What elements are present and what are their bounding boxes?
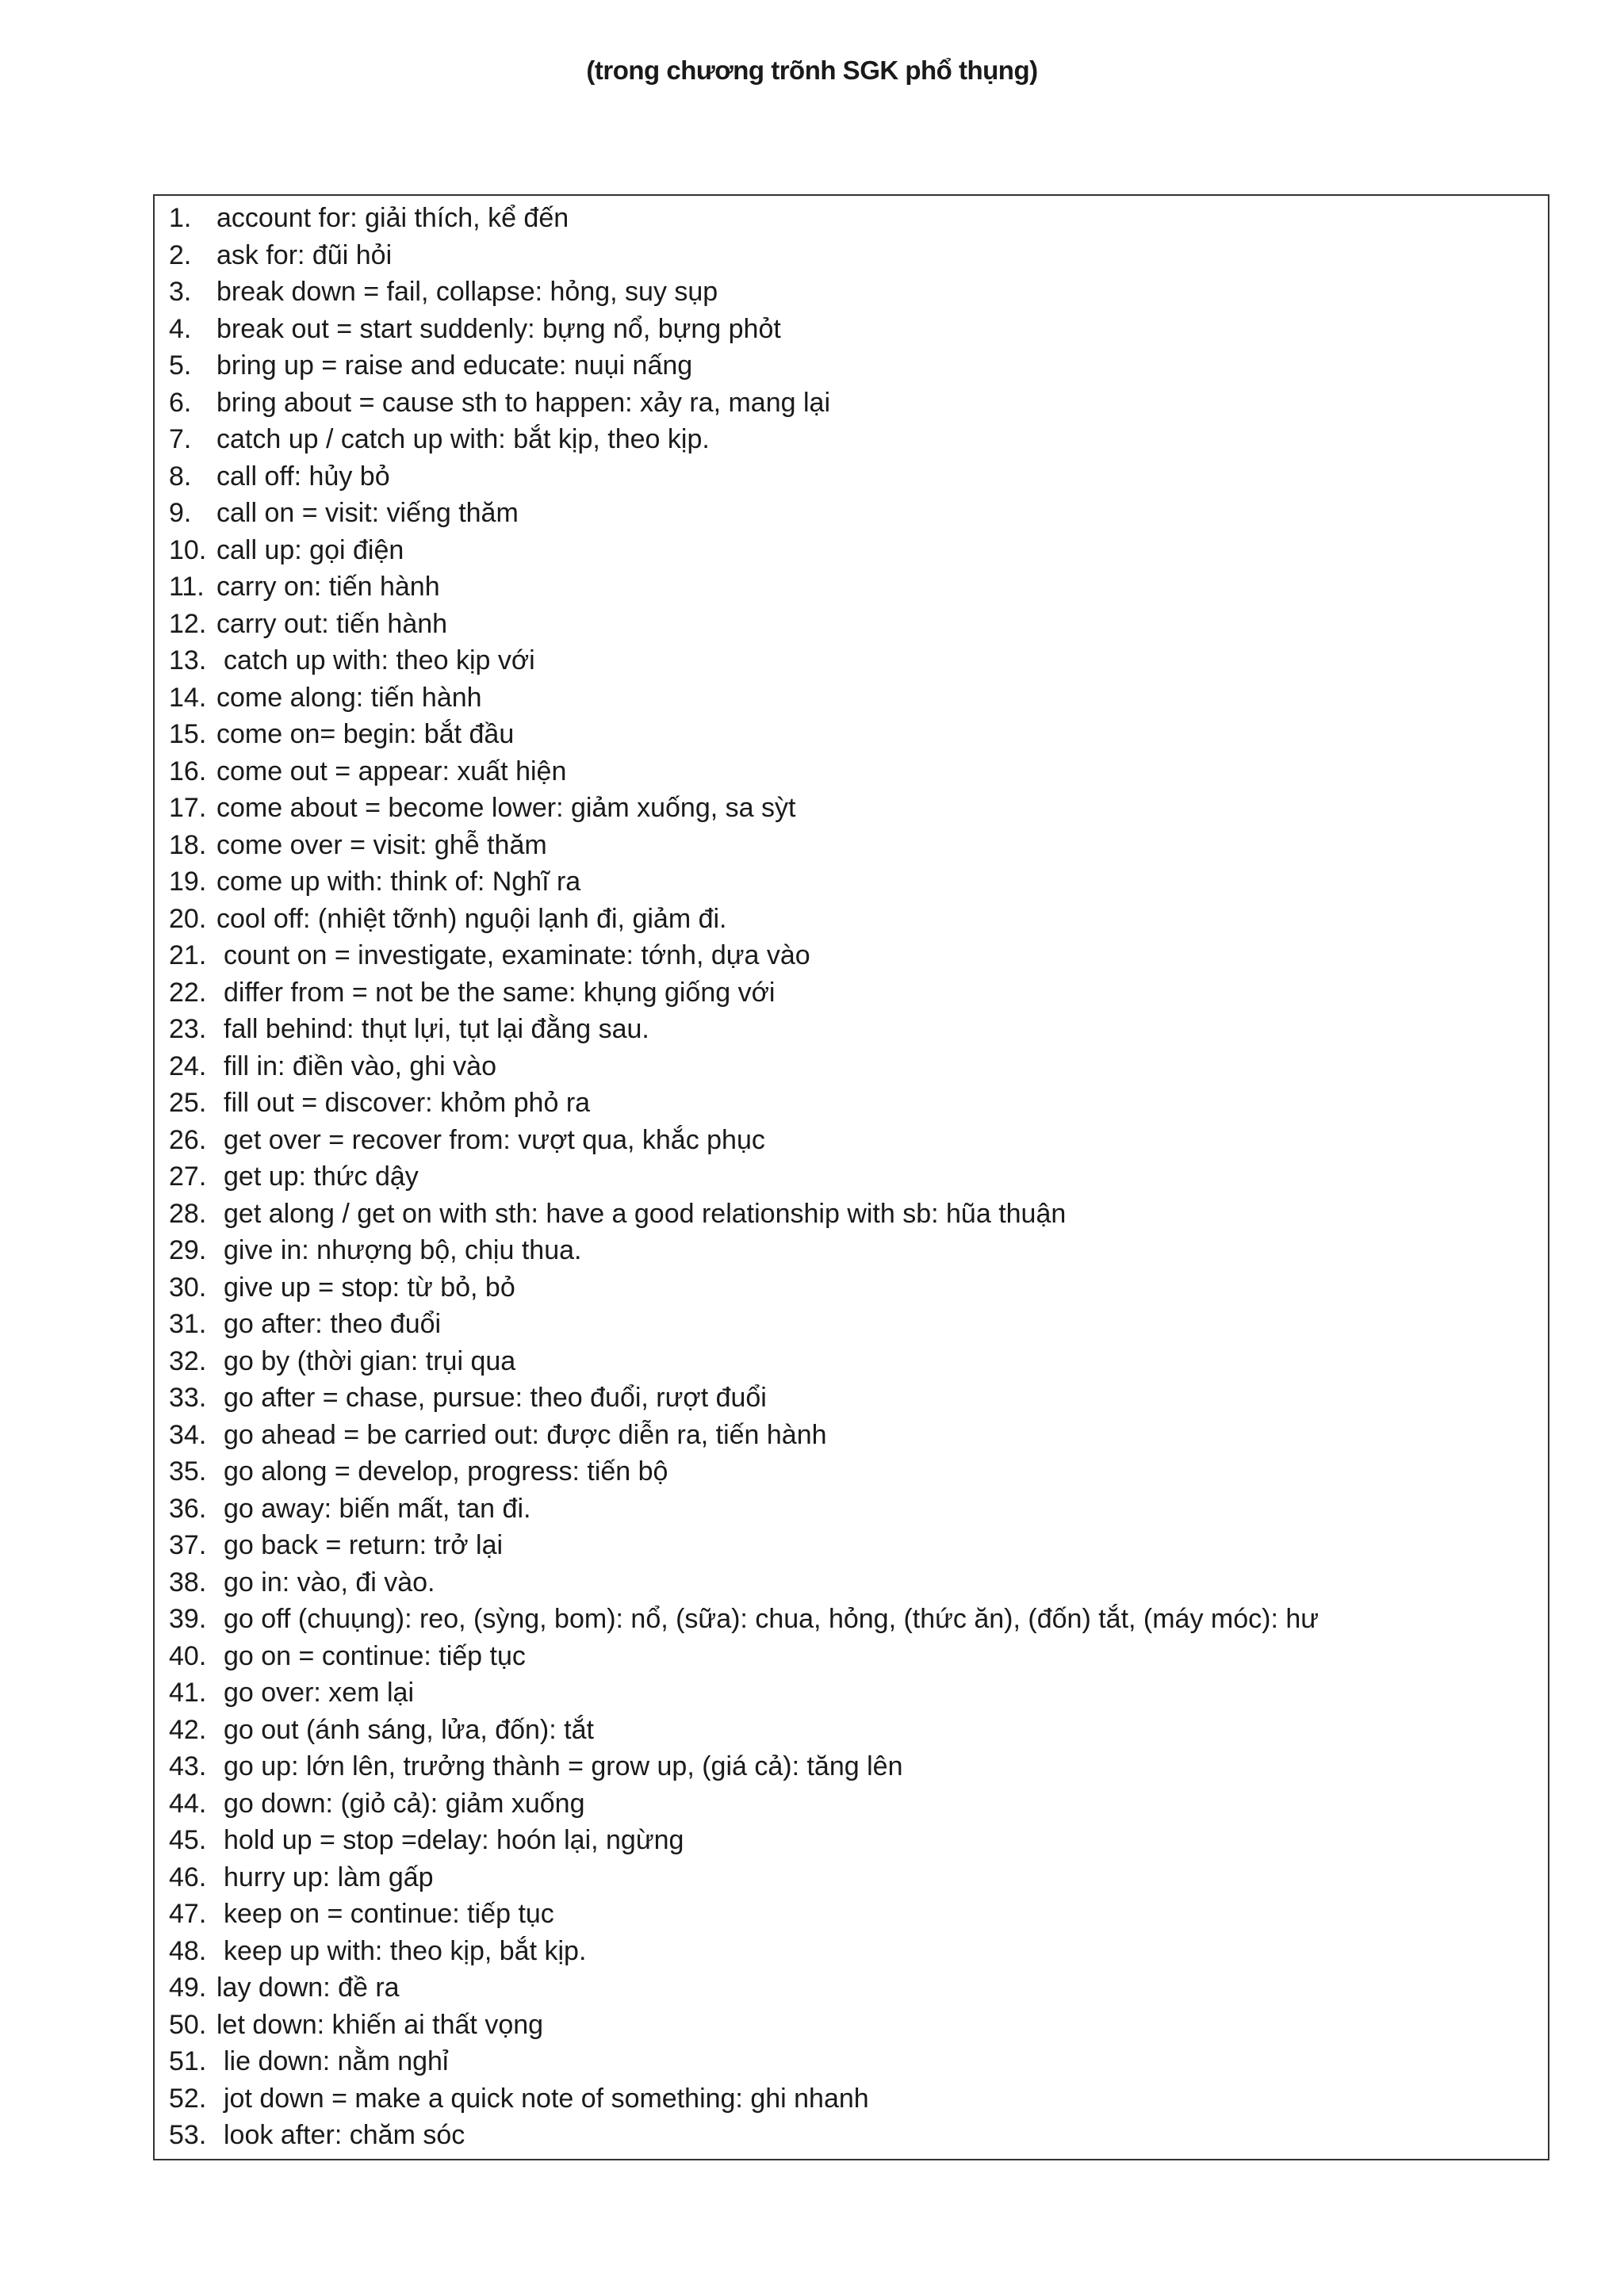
- list-item-text: keep up with: theo kịp, bắt kịp.: [224, 1935, 587, 1966]
- list-item-number: 13.: [169, 645, 207, 675]
- list-item: [169, 827, 1319, 864]
- list-item: [169, 753, 1319, 790]
- list-item-number: 6.: [169, 387, 192, 418]
- list-item-text: jot down = make a quick note of something: ghi nhanh: [224, 2083, 869, 2114]
- list-item-number: 53.: [169, 2120, 207, 2150]
- list-item-text: come about = become lower: giảm xuống, sa sỳt: [216, 793, 796, 823]
- list-item-number: 34.: [169, 1419, 207, 1450]
- list-item-text: come out = appear: xuất hiện: [216, 756, 567, 786]
- list-item: [169, 1601, 1319, 1638]
- list-item-number: 2.: [169, 239, 192, 270]
- list-item-text: let down: khiến ai thất vọng: [216, 2009, 544, 2040]
- list-item-number: 44.: [169, 1788, 207, 1819]
- list-item-text: fall behind: thụt lựi, tụt lại đằng sau.: [224, 1014, 649, 1044]
- list-item-text: go off (chuụng): reo, (sỳng, bom): nổ, (sữa): chua, hỏng, (thức ăn), (đốn) tắt, (máy móc): hư: [224, 1604, 1320, 1634]
- list-item: [169, 863, 1319, 901]
- list-item: [169, 1490, 1319, 1528]
- list-item: [169, 1785, 1319, 1823]
- list-item: [169, 642, 1319, 679]
- list-item: [169, 458, 1319, 496]
- list-item-number: 5.: [169, 350, 192, 381]
- list-item-text: count on = investigate, examinate: tớnh, dựa vào: [224, 940, 810, 970]
- list-item-text: differ from = not be the same: khụng giống với: [224, 977, 776, 1008]
- list-item-text: keep on = continue: tiếp tục: [224, 1899, 554, 1929]
- list-item: [169, 1269, 1319, 1307]
- list-item-number: 42.: [169, 1714, 207, 1745]
- list-item-text: call on = visit: viếng thăm: [216, 498, 519, 528]
- list-item: [169, 237, 1319, 274]
- list-item: [169, 679, 1319, 717]
- list-item-number: 21.: [169, 940, 207, 970]
- list-item-text: carry on: tiến hành: [216, 572, 440, 602]
- list-item: [169, 1122, 1319, 1159]
- list-item: [169, 1343, 1319, 1380]
- list-item: [169, 274, 1319, 311]
- list-item-text: go after: theo đuổi: [224, 1309, 442, 1339]
- list-item-text: hold up = stop =delay: hoón lại, ngừng: [224, 1825, 684, 1855]
- list-item: [169, 1196, 1319, 1233]
- list-item-number: 47.: [169, 1899, 207, 1929]
- list-item-number: 40.: [169, 1640, 207, 1671]
- list-item-number: 4.: [169, 313, 192, 344]
- list-item-text: look after: chăm sóc: [224, 2120, 465, 2150]
- list-item-text: catch up with: theo kịp với: [224, 645, 535, 675]
- list-item-number: 31.: [169, 1309, 207, 1339]
- list-item: [169, 1859, 1319, 1896]
- list-item-number: 27.: [169, 1161, 207, 1192]
- list-item-text: account for: giải thích, kể đến: [216, 203, 569, 233]
- list-item-text: break out = start suddenly: bựng nổ, bựng phỏt: [216, 313, 781, 344]
- list-item: [169, 1380, 1319, 1417]
- list-item-number: 18.: [169, 829, 207, 860]
- list-item-text: come over = visit: ghễ thăm: [216, 829, 547, 860]
- list-item-text: go on = continue: tiếp tục: [224, 1640, 526, 1671]
- list-item-text: go back = return: trở lại: [224, 1530, 504, 1560]
- list-item: [169, 790, 1319, 827]
- list-item: [169, 937, 1319, 974]
- list-item-text: fill in: điền vào, ghi vào: [224, 1050, 496, 1081]
- list-item: [169, 1085, 1319, 1122]
- list-item-number: 1.: [169, 203, 192, 233]
- list-item-number: 17.: [169, 793, 207, 823]
- list-item: [169, 1822, 1319, 1859]
- list-item: [169, 1674, 1319, 1712]
- list-item-number: 11.: [169, 572, 205, 602]
- list-item-number: 29.: [169, 1235, 207, 1265]
- list-item-number: 20.: [169, 903, 207, 934]
- list-item-text: go away: biến mất, tan đi.: [224, 1493, 531, 1524]
- list-item-text: give in: nhượng bộ, chịu thua.: [224, 1235, 582, 1265]
- list-item-number: 33.: [169, 1383, 207, 1413]
- list-item: [169, 1306, 1319, 1343]
- list-item-text: break down = fail, collapse: hỏng, suy sụp: [216, 277, 718, 307]
- list-item-text: lie down: nằm nghỉ: [224, 2046, 449, 2076]
- phrasal-verb-list-box: [153, 194, 1549, 2160]
- list-item: [169, 421, 1319, 458]
- list-item-number: 36.: [169, 1493, 207, 1524]
- list-item-text: go over: xem lại: [224, 1678, 414, 1708]
- list-item: [169, 1748, 1319, 1785]
- list-item-number: 3.: [169, 277, 192, 307]
- list-item: [169, 1158, 1319, 1196]
- list-item-number: 28.: [169, 1198, 207, 1229]
- list-item-number: 41.: [169, 1678, 207, 1708]
- list-item-number: 7.: [169, 424, 192, 454]
- list-item-number: 12.: [169, 608, 207, 639]
- list-item-number: 10.: [169, 534, 207, 565]
- list-item: [169, 2043, 1319, 2080]
- list-item-text: bring about = cause sth to happen: xảy ra, mang lại: [216, 387, 830, 418]
- list-item: [169, 311, 1319, 348]
- list-item: [169, 1896, 1319, 1933]
- list-item-text: lay down: đề ra: [216, 1973, 400, 2003]
- list-item-number: 30.: [169, 1272, 207, 1303]
- list-item-text: go along = develop, progress: tiến bộ: [224, 1456, 668, 1487]
- list-item: [169, 901, 1319, 938]
- list-item-number: 15.: [169, 719, 207, 749]
- list-item: [169, 1453, 1319, 1490]
- list-item-text: get up: thức dậy: [224, 1161, 419, 1192]
- list-item-number: 22.: [169, 977, 207, 1008]
- list-item-text: go up: lớn lên, trưởng thành = grow up, (giá cả): tăng lên: [224, 1751, 903, 1781]
- list-item-text: go ahead = be carried out: được diễn ra, tiến hành: [224, 1419, 827, 1450]
- list-item: [169, 200, 1319, 237]
- list-item: [169, 716, 1319, 753]
- list-item: [169, 385, 1319, 422]
- list-item-number: 32.: [169, 1345, 207, 1376]
- list-item-text: go after = chase, pursue: theo đuổi, rượt đuổi: [224, 1383, 767, 1413]
- list-item-number: 43.: [169, 1751, 207, 1781]
- list-item-text: cool off: (nhiệt tỡnh) nguội lạnh đi, giảm đi.: [216, 903, 727, 934]
- list-item: [169, 1564, 1319, 1601]
- list-item: [169, 1712, 1319, 1749]
- list-item-text: hurry up: làm gấp: [224, 1862, 434, 1892]
- list-item-text: go by (thời gian: trụi qua: [224, 1345, 516, 1376]
- list-item-number: 37.: [169, 1530, 207, 1560]
- list-item-text: get over = recover from: vượt qua, khắc phục: [224, 1124, 765, 1155]
- list-item: [169, 495, 1319, 532]
- list-item: [169, 2007, 1319, 2044]
- list-item-text: ask for: đũi hỏi: [216, 239, 393, 270]
- list-item: [169, 568, 1319, 606]
- list-item-number: 48.: [169, 1935, 207, 1966]
- list-item: [169, 1232, 1319, 1269]
- list-item-number: 45.: [169, 1825, 207, 1855]
- list-item-number: 35.: [169, 1456, 207, 1487]
- list-item: [169, 347, 1319, 385]
- list-item: [169, 1048, 1319, 1085]
- list-item-number: 46.: [169, 1862, 207, 1892]
- list-item: [169, 2117, 1319, 2154]
- list-item: [169, 532, 1319, 569]
- phrasal-verb-list: [169, 200, 1319, 2154]
- list-item-text: call up: gọi điện: [216, 534, 404, 565]
- list-item-number: 51.: [169, 2046, 207, 2076]
- list-item-number: 16.: [169, 756, 207, 786]
- list-item-number: 24.: [169, 1050, 207, 1081]
- list-item-text: fill out = discover: khỏm phỏ ra: [224, 1088, 591, 1118]
- list-item-text: bring up = raise and educate: nuụi nấng: [216, 350, 693, 381]
- list-item: [169, 1417, 1319, 1454]
- page-title: (trong chương trõnh SGK phổ thụng): [586, 55, 1038, 85]
- list-item: [169, 606, 1319, 643]
- list-item: [169, 974, 1319, 1012]
- list-item-text: call off: hủy bỏ: [216, 461, 390, 492]
- list-item: [169, 1527, 1319, 1564]
- list-item: [169, 1638, 1319, 1675]
- list-item-number: 49.: [169, 1973, 207, 2003]
- list-item: [169, 1011, 1319, 1048]
- list-item-text: get along / get on with sth: have a good relationship with sb: hũa thuận: [224, 1198, 1067, 1229]
- list-item-number: 26.: [169, 1124, 207, 1155]
- list-item-number: 25.: [169, 1088, 207, 1118]
- list-item-text: come on= begin: bắt đầu: [216, 719, 515, 749]
- list-item-number: 8.: [169, 461, 192, 492]
- list-item-text: carry out: tiến hành: [216, 608, 448, 639]
- list-item: [169, 1969, 1319, 2007]
- list-item-number: 19.: [169, 867, 207, 897]
- list-item-text: go down: (giỏ cả): giảm xuống: [224, 1788, 585, 1819]
- list-item-number: 23.: [169, 1014, 207, 1044]
- list-item-text: give up = stop: từ bỏ, bỏ: [224, 1272, 515, 1303]
- list-item: [169, 2080, 1319, 2118]
- list-item-number: 38.: [169, 1567, 207, 1598]
- list-item-text: come up with: think of: Nghĩ ra: [216, 867, 581, 897]
- list-item-text: go out (ánh sáng, lửa, đốn): tắt: [224, 1714, 594, 1745]
- list-item-number: 52.: [169, 2083, 207, 2114]
- list-item-text: come along: tiến hành: [216, 682, 482, 713]
- list-item-number: 50.: [169, 2009, 207, 2040]
- list-item-number: 39.: [169, 1604, 207, 1634]
- list-item-text: catch up / catch up with: bắt kịp, theo kịp.: [216, 424, 710, 454]
- list-item: [169, 1933, 1319, 1970]
- list-item-number: 14.: [169, 682, 207, 713]
- list-item-text: go in: vào, đi vào.: [224, 1567, 435, 1598]
- list-item-number: 9.: [169, 498, 192, 528]
